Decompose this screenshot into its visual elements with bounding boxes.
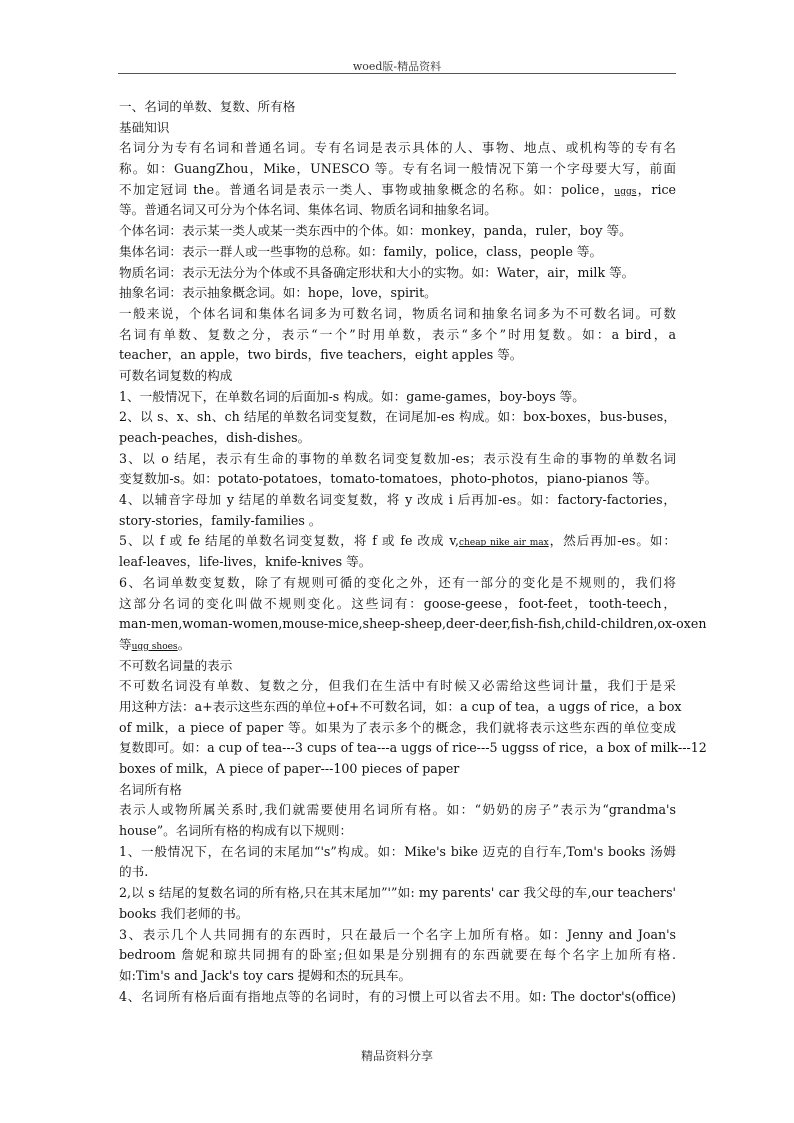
text-line [119,573,676,594]
text-line [119,945,676,966]
text-line [119,780,676,801]
line-text: 用这种方法：a+表示这些东西的单位+of+不可数名词，如：a cup of tea，a uggs of rice，a box [119,698,682,714]
text-line [119,862,676,883]
inline-link[interactable]: cheap nike air max [459,538,549,549]
line-text: bedroom 詹妮和琼共同拥有的卧室;但如果是分别拥有的东西就要在每个名字上加所有格. [119,947,676,963]
line-text: 1、一般情况下，在单数名词的后面加-s 构成。如：game-games，boy-boys 等。 [119,388,585,404]
line-text: 个体名词：表示某一类人或某一类东西中的个体。如：monkey，panda，ruler，boy 等。 [119,223,632,239]
text-line [119,449,676,470]
text-line [119,387,676,408]
text-line [119,407,676,428]
text-line [119,200,676,221]
line-text: 名词所有格 [119,781,182,797]
text-line [119,656,676,677]
line-text: 名词分为专有名词和普通名词。专有名词是表示具体的人、事物、地点、或机构等的专有名 [119,140,676,156]
text-line [119,552,676,573]
line-text: books 我们老师的书。 [119,905,249,921]
line-text: 2、以 s、x、sh、ch 结尾的单数名词变复数，在词尾加-es 构成。如：box-boxes，bus-buses， [119,409,676,425]
line-text: 6、名词单数变复数，除了有规则可循的变化之外，还有一部分的变化是不规则的，我们将 [119,574,676,590]
text-line [119,594,676,615]
line-text-after: 。 [177,636,191,652]
line-text: 4、名词所有格后面有指地点等的名词时，有的习惯上可以省去不用。如: The doctor's(office) [119,988,676,1004]
line-text: 3、以 o 结尾，表示有生命的事物的单数名词变复数加-es；表示没有生命的事物的单数名词 [119,450,676,466]
text-line [119,366,676,387]
text-line [119,821,676,842]
line-text: 不可数名词量的表示 [119,657,233,673]
line-text: story-stories，family-families 。 [119,512,322,528]
text-line [119,469,676,490]
text-line [119,738,707,759]
text-line [119,511,676,532]
text-line [119,221,676,242]
line-text: 抽象名词：表示抽象概念词。如：hope，love，spirit。 [119,285,437,301]
line-text: 等 [119,636,132,652]
text-line [119,676,676,697]
text-line [119,242,676,263]
line-text: man-men,woman-women,mouse-mice,sheep-sheep,deer-deer,fish-fish,child-children,ox-oxen [119,616,707,632]
line-text: 的书. [119,864,149,880]
text-line [119,718,676,739]
text-line [119,159,676,180]
document-body [119,97,707,1007]
text-line [119,304,676,325]
line-text-after: ，然后再加-es。如： [548,533,677,549]
line-text: 2,以 s 结尾的复数名词的所有格,只在其末尾加”'”如: my parents' car 我父母的车,our teachers' [119,885,676,901]
line-text: leaf-leaves，life-lives，knife-knives 等。 [119,554,372,570]
line-text: teacher，an apple，two birds，five teachers，eight apples 等。 [119,347,523,363]
line-text: 基础知识 [119,119,170,135]
inline-link[interactable]: uggs [614,186,637,197]
text-line [119,759,676,780]
page-header: woed版-精品资料 [352,60,442,73]
line-text-after: ，rice [636,181,676,197]
line-text: 这部分名词的变化叫做不规则变化。这些词有：goose-geese，foot-feet，tooth-teech， [119,595,676,611]
text-line [119,614,707,635]
text-line [119,118,676,139]
line-text: house”。名词所有格的构成有以下规则： [119,823,353,839]
line-text: 5、以 f 或 fe 结尾的单数名词变复数，将 f 或 fe 改成 v, [119,533,460,549]
line-text: 复数即可。如：a cup of tea---3 cups of tea---a uggs of rice---5 uggss of rice，a box of milk---12 [119,740,707,756]
line-text: 4、以辅音字母加 y 结尾的单数名词变复数，将 y 改成 i 后再加-es。如：factory-factories， [119,492,676,508]
line-text: 3、表示几个人共同拥有的东西时，只在最后一个名字上加所有格。如：Jenny and Joan's [119,926,676,942]
inline-link[interactable]: ugg shoes [131,641,178,652]
line-text: boxes of milk，A piece of paper---100 pieces of paper [119,761,460,776]
page-footer: 精品资料分享 [360,1049,433,1063]
line-text: 表示人或物所属关系时,我们就需要使用名词所有格。如：“奶奶的房子”表示为“grandma's [119,802,676,818]
text-line [119,97,676,118]
text-line [119,138,676,159]
line-text: 物质名词：表示无法分为个体或不具备确定形状和大小的实物。如：Water，air，milk 等。 [119,264,635,280]
text-line [119,345,676,366]
text-line [119,531,676,552]
text-line [119,904,676,925]
line-text: 称。如：GuangZhou，Mike，UNESCO 等。专有名词一般情况下第一个字母要大写，前面 [119,161,676,177]
text-line [119,428,676,449]
line-text: 等。普通名词又可分为个体名词、集体名词、物质名词和抽象名词。 [119,202,497,218]
line-text: 可数名词复数的构成 [119,367,233,383]
line-text: 如:Tim's and Jack's toy cars 提姆和杰的玩具车。 [119,967,412,983]
text-line [119,263,676,284]
line-text: of milk，a piece of paper 等。如果为了表示多个的概念，我们就将表示这些东西的单位变成 [119,719,676,735]
line-text: 不加定冠词 the。普通名词是表示一类人、事物或抽象概念的名称。如：police， [119,181,615,197]
line-text: 不可数名词没有单数、复数之分，但我们在生活中有时候又必需给这些词计量，我们于是采 [119,678,676,694]
text-line [119,490,676,511]
text-line [119,697,682,718]
line-text: 一般来说，个体名词和集体名词多为可数名词，物质名词和抽象名词多为不可数名词。可数 [119,305,676,321]
header-rule [118,73,676,74]
text-line [119,883,676,904]
line-text: 一、名词的单数、复数、所有格 [119,99,296,114]
text-line [119,925,676,946]
text-line [119,283,676,304]
line-text: 变复数加-s。如：potato-potatoes，tomato-tomatoes，photo-photos，piano-pianos 等。 [119,471,658,487]
text-line [119,180,676,201]
line-text: 名词有单数、复数之分，表示“一个”时用单数，表示“多个”时用复数。如：a bird，a [119,326,676,342]
text-line [119,635,676,656]
line-text: peach-peaches，dish-dishes。 [119,430,311,445]
text-line [119,325,676,346]
line-text: 1、一般情况下，在名词的末尾加“'s”构成。如：Mike's bike 迈克的自行车,Tom's books 汤姆 [119,843,676,859]
text-line [119,800,676,821]
text-line [119,987,676,1008]
line-text: 集体名词：表示一群人或一些事物的总称。如：family，police，class，people 等。 [119,243,603,259]
text-line [119,966,676,987]
text-line [119,842,676,863]
